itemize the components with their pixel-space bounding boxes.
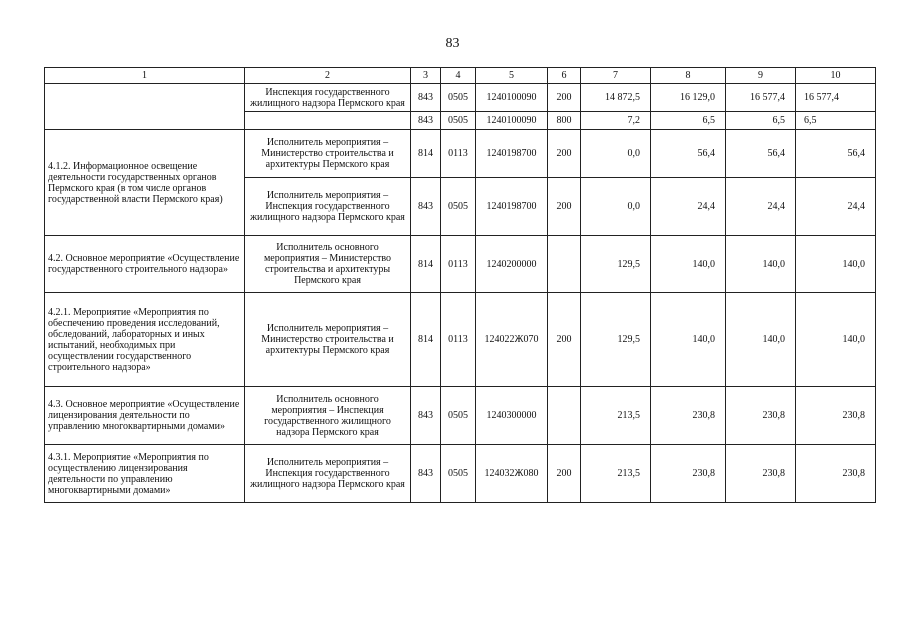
cell-c9: 56,4 [726,130,796,178]
page-number: 83 [445,36,460,51]
column-header: 9 [726,68,796,84]
column-header: 2 [245,68,411,84]
activity-name-cell: 4.2. Основное мероприятие «Осуществление государственного строительного надзора» [45,236,245,293]
executor-cell: Исполнитель мероприятия – Министерство строительства и архитектуры Пермского края [245,130,411,178]
cell-c3: 814 [411,293,441,387]
cell-c4: 0113 [441,293,476,387]
cell-c10: 56,4 [796,130,876,178]
cell-c5: 124032Ж080 [476,445,548,503]
cell-c3: 843 [411,178,441,236]
cell-c6: 200 [548,84,581,112]
cell-c8: 6,5 [651,112,726,130]
executor-cell: Исполнитель основного мероприятия – Министерство строительства и архитектуры Пермского края [245,236,411,293]
cell-c8: 140,0 [651,236,726,293]
table-row [45,130,876,178]
cell-c9: 230,8 [726,445,796,503]
cell-c5: 1240200000 [476,236,548,293]
cell-c6: 800 [548,112,581,130]
executor-cell: Исполнитель мероприятия – Министерство строительства и архитектуры Пермского края [245,293,411,387]
activity-name-cell: 4.3. Основное мероприятие «Осуществление лицензирования деятельности по управлению многоквартирными домами» [45,387,245,445]
cell-c7: 129,5 [581,236,651,293]
cell-c7: 0,0 [581,130,651,178]
cell-c8: 24,4 [651,178,726,236]
cell-c5: 1240100090 [476,112,548,130]
executor-cell: Исполнитель мероприятия – Инспекция государственного жилищного надзора Пермского края [245,445,411,503]
cell-c3: 843 [411,445,441,503]
cell-c3: 843 [411,387,441,445]
column-header: 1 [45,68,245,84]
cell-c5: 1240198700 [476,130,548,178]
executor-cell [245,112,411,130]
cell-c8: 140,0 [651,293,726,387]
cell-c5: 1240198700 [476,178,548,236]
cell-c10: 140,0 [796,293,876,387]
executor-cell: Исполнитель мероприятия – Инспекция государственного жилищного надзора Пермского края [245,178,411,236]
column-header: 4 [441,68,476,84]
cell-c8: 230,8 [651,445,726,503]
cell-c10: 230,8 [796,387,876,445]
table-row [45,236,876,293]
cell-c9: 140,0 [726,236,796,293]
cell-c4: 0505 [441,178,476,236]
cell-c3: 843 [411,112,441,130]
activity-name-cell: 4.1.2. Информационное освещение деятельности государственных органов Пермского края (в том числе органов государственной власти Пермского края) [45,130,245,236]
cell-c5: 1240100090 [476,84,548,112]
cell-c6 [548,387,581,445]
column-header: 5 [476,68,548,84]
column-number-row [45,68,876,84]
activity-name-cell: 4.3.1. Мероприятие «Мероприятия по осуществлению лицензирования деятельности по управлению многоквартирными домами» [45,445,245,503]
column-header: 6 [548,68,581,84]
column-header: 10 [796,68,876,84]
table-row [45,445,876,503]
cell-c8: 16 129,0 [651,84,726,112]
cell-c8: 56,4 [651,130,726,178]
cell-c4: 0505 [441,112,476,130]
cell-c9: 24,4 [726,178,796,236]
executor-cell: Исполнитель основного мероприятия – Инспекция государственного жилищного надзора Пермского края [245,387,411,445]
budget-table [44,67,876,503]
cell-c3: 843 [411,84,441,112]
cell-c9: 16 577,4 [726,84,796,112]
cell-c7: 7,2 [581,112,651,130]
cell-c5: 124022Ж070 [476,293,548,387]
cell-c4: 0505 [441,84,476,112]
cell-c9: 6,5 [726,112,796,130]
table-row [45,84,876,112]
cell-c6: 200 [548,445,581,503]
activity-name-cell: 4.2.1. Мероприятие «Мероприятия по обеспечению проведения исследований, обследований, лабораторных и иных испытаний, необходимых при осуществлении государственного строительного надзора» [45,293,245,387]
cell-c9: 140,0 [726,293,796,387]
cell-c10: 140,0 [796,236,876,293]
cell-c4: 0505 [441,445,476,503]
column-header: 3 [411,68,441,84]
column-header: 8 [651,68,726,84]
cell-c6: 200 [548,130,581,178]
cell-c10: 230,8 [796,445,876,503]
table-row [45,387,876,445]
cell-c4: 0113 [441,130,476,178]
executor-cell: Инспекция государственного жилищного надзора Пермского края [245,84,411,112]
cell-c7: 14 872,5 [581,84,651,112]
cell-c5: 1240300000 [476,387,548,445]
cell-c6 [548,236,581,293]
cell-c3: 814 [411,130,441,178]
column-header: 7 [581,68,651,84]
cell-c7: 213,5 [581,445,651,503]
cell-c3: 814 [411,236,441,293]
cell-c7: 0,0 [581,178,651,236]
cell-c10: 6,5 [796,112,876,130]
table-row [45,293,876,387]
cell-c7: 129,5 [581,293,651,387]
activity-name-cell [45,84,245,130]
cell-c4: 0113 [441,236,476,293]
cell-c6: 200 [548,178,581,236]
cell-c10: 16 577,4 [796,84,876,112]
cell-c6: 200 [548,293,581,387]
cell-c9: 230,8 [726,387,796,445]
cell-c10: 24,4 [796,178,876,236]
cell-c7: 213,5 [581,387,651,445]
cell-c8: 230,8 [651,387,726,445]
cell-c4: 0505 [441,387,476,445]
